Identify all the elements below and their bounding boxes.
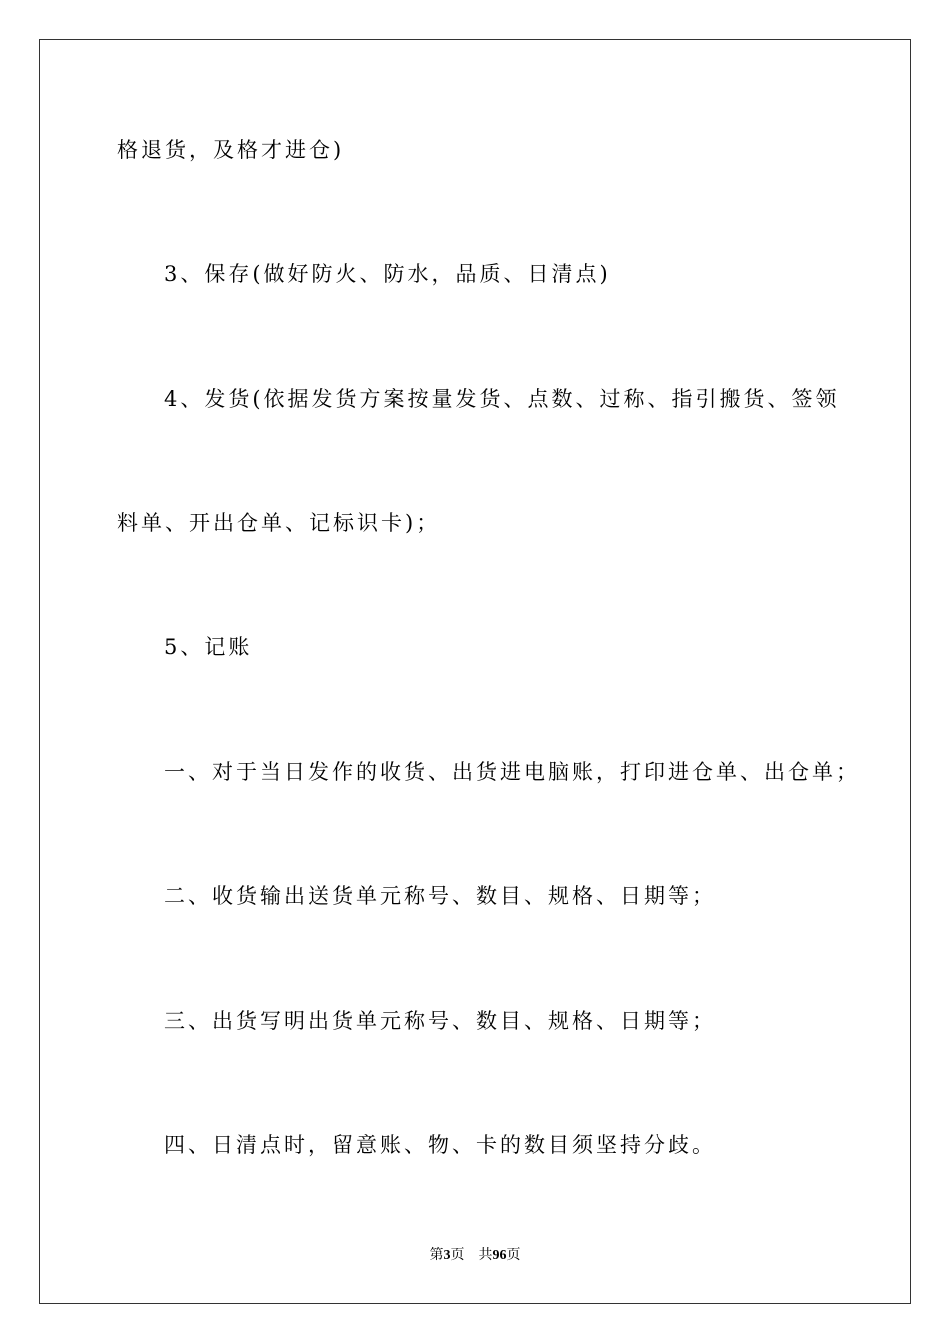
paragraph-sub-4: 四、日清点时，留意账、物、卡的数目须坚持分歧。 bbox=[164, 1133, 716, 1157]
paragraph-sub-3: 三、出货写明出货单元称号、数目、规格、日期等； bbox=[164, 1009, 716, 1033]
footer-page-suffix: 页 bbox=[450, 1248, 465, 1263]
paragraph-item-4: 4、发货(依据发货方案按量发货、点数、过称、指引搬货、签领 bbox=[164, 387, 840, 411]
paragraph-sub-2: 二、收货输出送货单元称号、数目、规格、日期等； bbox=[164, 884, 716, 908]
paragraph-item-3: 3、保存(做好防火、防水，品质、日清点) bbox=[164, 262, 611, 286]
footer-total-prefix: 共 bbox=[478, 1248, 493, 1263]
paragraph-item-4-continuation: 料单、开出仓单、记标识卡)； bbox=[117, 511, 441, 535]
footer-total-suffix: 页 bbox=[506, 1248, 521, 1263]
paragraph-continuation: 格退货，及格才进仓) bbox=[117, 138, 345, 162]
footer-page-number: 3 bbox=[443, 1248, 451, 1263]
paragraph-item-5: 5、记账 bbox=[164, 635, 253, 659]
paragraph-sub-1: 一、对于当日发作的收货、出货进电脑账，打印进仓单、出仓单； bbox=[164, 760, 860, 784]
page-footer bbox=[0, 1247, 950, 1265]
footer-page-prefix: 第 bbox=[429, 1248, 444, 1263]
footer-total-pages: 96 bbox=[492, 1248, 507, 1263]
page-border bbox=[39, 39, 911, 1304]
